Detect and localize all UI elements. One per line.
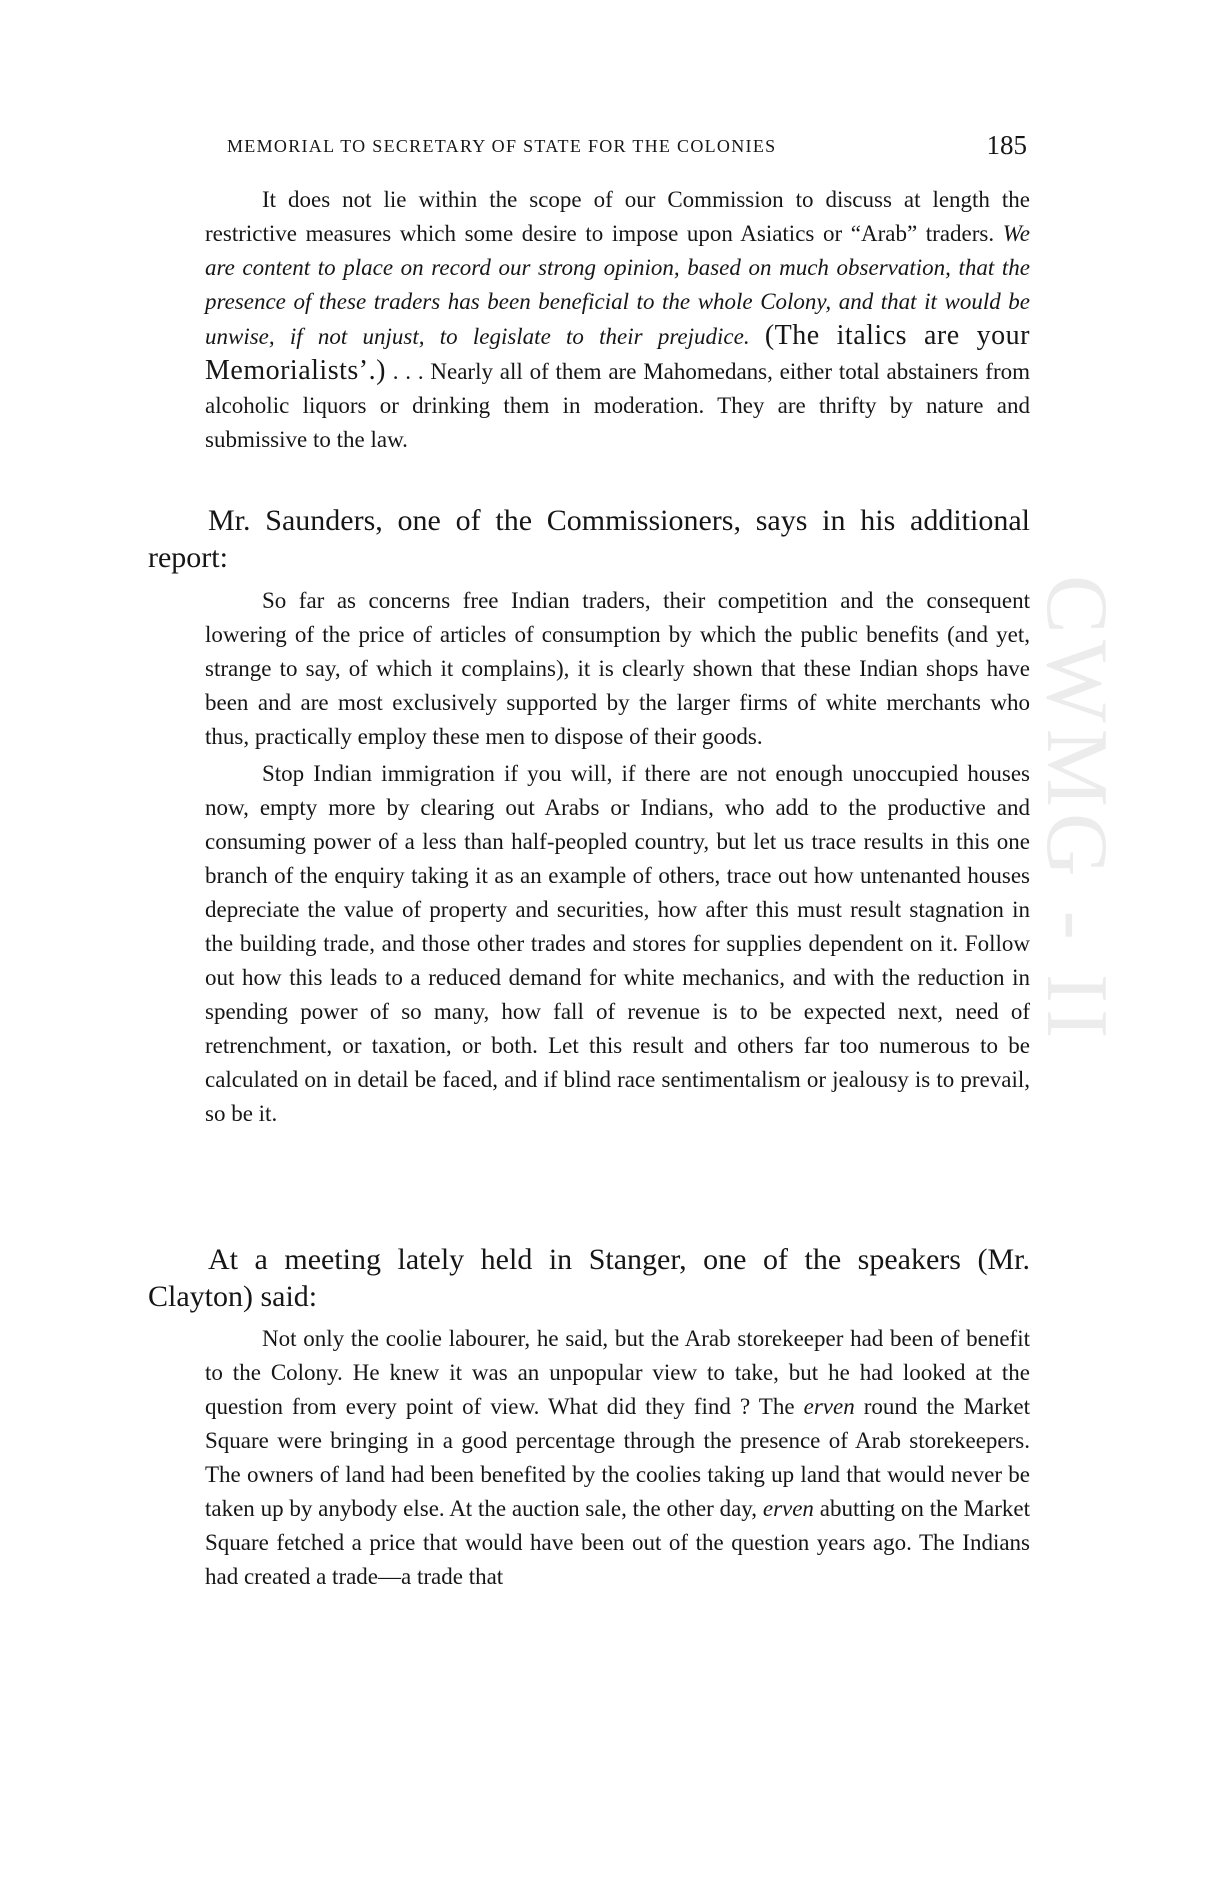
- body-paragraph-saunders: [148, 502, 1030, 576]
- quote-text: Not only the coolie labourer, he said, but the Arab storekeeper had been of benefit to the Colony. He knew it was an unpopular view to take, but he had looked at the question from every point of view. What did they find ? The: [205, 1326, 1030, 1419]
- page-header: [227, 130, 1027, 166]
- quote-paragraph: So far as concerns free Indian traders, their competition and the consequent lowering of the price of articles of consumption by which the public benefits (and yet, strange to say, of which it complains), it is clearly shown that these Indian shops have been and are most exclusively supported by the larger firms of white merchants who thus, practically employ these men to dispose of their goods.: [205, 588, 1030, 749]
- memorialists-note: (The italics are your Memorialists’.): [205, 320, 1030, 386]
- quote-text-continued: . . . Nearly all of them are Mahomedans, either total abstainers from alcoholic liquors or drinking them in moderation. They are thrifty by nature and submissive to the law.: [205, 359, 1030, 452]
- italic-emphasis: We are content to place on record our strong opinion, based on much observation, that the presence of these traders has been beneficial to the whole Colony, and that it would be unwise, if not unjust, to legislate to their prejudice.: [205, 221, 1030, 349]
- block-quote-saunders: [205, 584, 1030, 1131]
- italic-term: erven: [762, 1496, 814, 1521]
- watermark: CWMG - II: [1028, 575, 1125, 1045]
- paragraph-text: Mr. Saunders, one of the Commissioners, says in his additional report:: [148, 504, 1030, 574]
- quote-text: round the Market Square were bringing in a good percentage through the presence of Arab storekeepers. The owners of land had been benefited by the coolies taking up land that would never be taken up by anybody else. At the auction sale, the other day,: [205, 1394, 1031, 1521]
- italic-term: erven: [803, 1394, 855, 1419]
- quote-text: It does not lie within the scope of our Commission to discuss at length the restrictive measures which some desire to impose upon Asiatics or “Arab” traders.: [205, 187, 1030, 246]
- body-paragraph-clayton: [148, 1241, 1030, 1315]
- page-number: 185: [986, 130, 1027, 160]
- block-quote-commission: [205, 183, 1030, 457]
- quote-paragraph: [205, 1322, 1030, 1594]
- block-quote-clayton: [205, 1322, 1030, 1594]
- paragraph-text: At a meeting lately held in Stanger, one of the speakers (Mr. Clayton) said:: [148, 1243, 1030, 1313]
- quote-paragraph: Stop Indian immigration if you will, if there are not enough unoccupied houses now, empty more by clearing out Arabs or Indians, who add to the productive and consuming power of a less than half-peopled country, but let us trace results in this one branch of the enquiry taking it as an example of others, trace out how untenanted houses depreciate the value of property and securities, how after this must result stagnation in the building trade, and those other trades and stores for supplies dependent on it. Follow out how this leads to a reduced demand for white mechanics, and with the reduction in spending power of so many, how fall of revenue is to be expected next, need of retrenchment, or taxation, or both. Let this result and others far too numerous to be calculated on in detail be faced, and if blind race sentimentalism or jealousy is to prevail, so be it.: [205, 761, 1030, 1126]
- quote-paragraph: [205, 183, 1030, 457]
- quote-text: abutting on the Market Square fetched a price that would have been out of the question years ago. The Indians had created a trade—a trade that: [205, 1496, 1030, 1589]
- running-head: MEMORIAL TO SECRETARY OF STATE FOR THE COLONIES: [227, 136, 777, 156]
